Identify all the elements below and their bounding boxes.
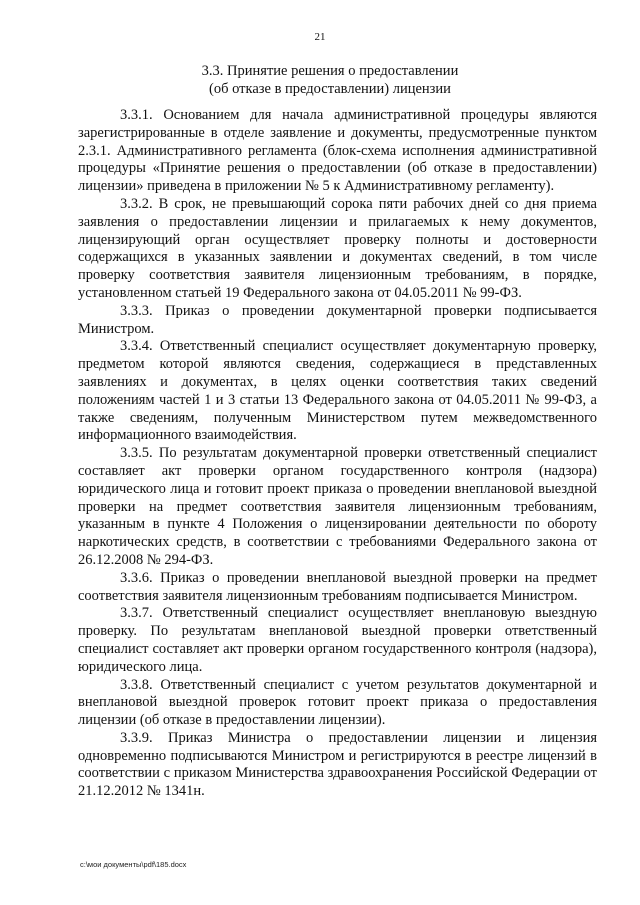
paragraph-3-3-7: 3.3.7. Ответственный специалист осуществляет внеплановую выездную проверку. По результатам внеплановой выездной проверки ответственный специалист составляет акт проверки органом государственного контроля (надзора), юридического лица. bbox=[78, 605, 597, 675]
page-number: 21 bbox=[314, 31, 326, 43]
paragraph-3-3-8: 3.3.8. Ответственный специалист с учетом результатов документарной и внеплановой выездной проверок готовит проект приказа о предоставления лицензии (об отказе в предоставлении лицензии). bbox=[78, 676, 597, 729]
paragraph-3-3-6: 3.3.6. Приказ о проведении внеплановой выездной проверки на предмет соответствия заявителя лицензионным требованиям подписывается Министром. bbox=[78, 569, 597, 604]
paragraph-3-3-2: 3.3.2. В срок, не превышающий сорока пяти рабочих дней со дня приема заявления о предоставлении лицензии и прилагаемых к нему документов, лицензирующий орган осуществляет проверку полноты и достоверности содержащихся в указанных заявлении и документах сведений, в том числе проверку соответствия заявителя лицензионным требованиям, в порядке, установленном статьей 19 Федерального закона от 04.05.2011 № 99-ФЗ. bbox=[78, 195, 597, 301]
section-heading bbox=[80, 62, 580, 98]
paragraph-3-3-9: 3.3.9. Приказ Министра о предоставлении лицензии и лицензия одновременно подписываются Министром и регистрируются в реестре лицензий в соответствии с приказом Министерства здравоохранения Российской Федерации от 21.12.2012 № 1341н. bbox=[78, 729, 597, 800]
section-heading-line-1: 3.3. Принятие решения о предоставлении bbox=[201, 63, 459, 79]
footer-file-path: c:\мои документы\pdf\185.docx bbox=[80, 860, 187, 869]
paragraph-3-3-5: 3.3.5. По результатам документарной проверки ответственный специалист составляет акт проверки органом государственного контроля (надзора) юридического лица и готовит проект приказа о проведении внеплановой выездной проверки на предмет соответствия заявителя лицензионным требованиям, указанным в пункте 4 Положения о лицензировании деятельности по обороту наркотических средств, в соответствии с требованиями Федерального закона от 26.12.2008 № 294-ФЗ. bbox=[78, 445, 597, 568]
section-heading-line-2: (об отказе в предоставлении) лицензии bbox=[209, 81, 451, 97]
paragraph-3-3-3: 3.3.3. Приказ о проведении документарной проверки подписывается Министром. bbox=[78, 302, 597, 337]
paragraph-3-3-1: 3.3.1. Основанием для начала административной процедуры являются зарегистрированные в отделе заявление и документы, предусмотренные пунктом 2.3.1. Административного регламента (блок-схема исполнения административной процедуры «Принятие решения о предоставлении (об отказе в предоставлении) лицензии» приведена в приложении № 5 к Административному регламенту). bbox=[78, 107, 597, 195]
paragraph-3-3-4: 3.3.4. Ответственный специалист осуществляет документарную проверку, предметом которой являются сведения, содержащиеся в представленных заявлениях и документах, в целях оценки соответствия таких сведений положениям частей 1 и 3 статьи 13 Федерального закона от 04.05.2011 № 99-ФЗ, а также сведениям, полученным Министерством путем межведомственного информационного взаимодействия. bbox=[78, 338, 597, 444]
document-body bbox=[78, 107, 597, 801]
